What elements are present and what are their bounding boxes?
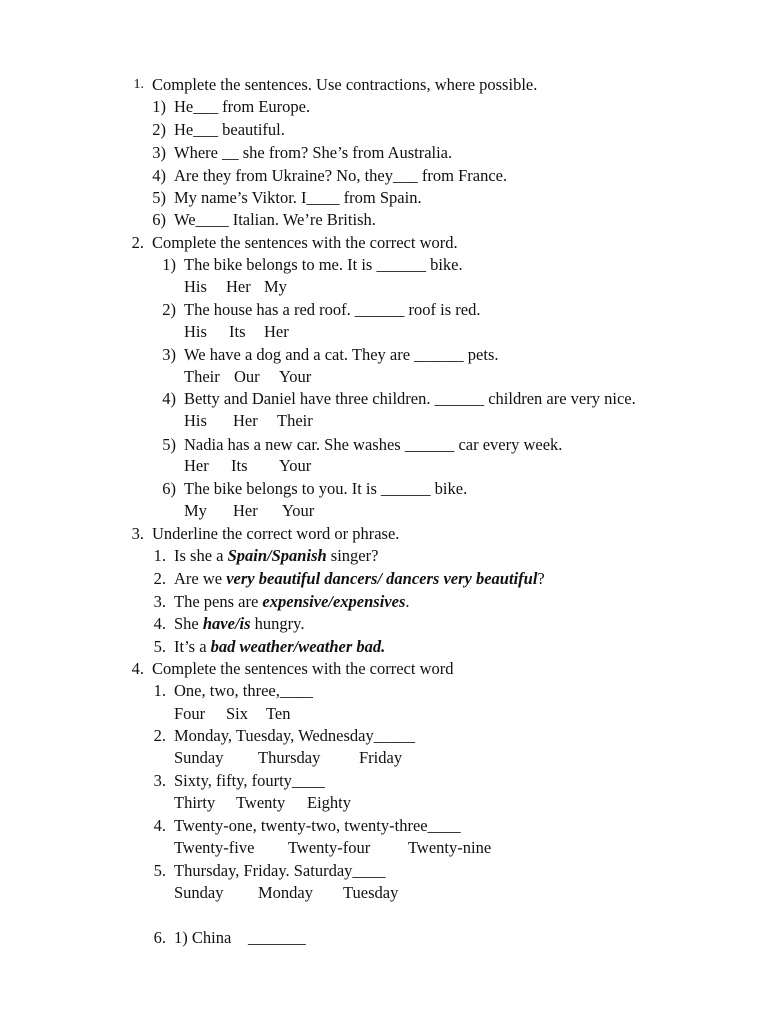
s2-item-3-option-2: Our [234, 367, 260, 386]
s2-item-2-number: 2) [162, 300, 176, 319]
s2-item-4-option-1: His [184, 411, 207, 430]
s3-item-5-text: It’s a [174, 637, 211, 656]
s3-item-4-choice: have/is [202, 614, 251, 633]
s4-item-1-text: One, two, three,____ [174, 681, 313, 700]
s4-item-4-text: Twenty-one, twenty-two, twenty-three____ [174, 816, 461, 835]
s3-item-1 [174, 546, 378, 566]
s4-item-4-number: 4. [153, 816, 166, 835]
s3-item-4-text: She [174, 614, 203, 633]
section-4-title: Complete the sentences with the correct word [152, 659, 454, 678]
section-1-title: Complete the sentences. Use contractions, where possible. [152, 75, 538, 94]
s2-item-3-option-1: Their [184, 367, 220, 386]
s2-item-4-option-2: Her [233, 411, 258, 430]
s3-item-3-choice: expensive/expensives [262, 592, 406, 611]
s4-item-3-option-3: Eighty [307, 793, 351, 812]
s4-item-1-option-2: Six [226, 704, 249, 723]
s2-item-5-option-2: Its [231, 456, 248, 475]
s4-item-1-number: 1. [153, 681, 166, 700]
s1-item-5-text: My name’s Viktor. I____ from Spain. [174, 188, 422, 207]
s4-item-3-number: 3. [153, 771, 166, 790]
s1-item-2-number: 2) [152, 120, 166, 139]
s1-item-3-number: 3) [152, 143, 166, 162]
s2-item-6-text: The bike belongs to you. It is ______ bike. [184, 479, 468, 498]
s4-item-5-option-3: Tuesday [343, 883, 399, 902]
s2-item-1-text: The bike belongs to me. It is ______ bike. [184, 255, 463, 274]
s2-item-4-number: 4) [162, 389, 176, 408]
s3-item-2-number: 2. [153, 569, 166, 588]
s4-item-2-option-1: Sunday [174, 748, 224, 767]
s3-item-3-text: The pens are [174, 592, 263, 611]
s2-item-2-text: The house has a red roof. ______ roof is red. [184, 300, 481, 319]
s2-item-3-number: 3) [162, 345, 176, 364]
s4-item-2-text: Monday, Tuesday, Wednesday_____ [174, 726, 415, 745]
s3-item-3-number: 3. [153, 592, 166, 611]
s2-item-3-text: We have a dog and a cat. They are ______ pets. [184, 345, 499, 364]
section-6-number: 6. [153, 928, 166, 947]
section-2-title: Complete the sentences with the correct word. [152, 233, 458, 252]
s1-item-4-text: Are they from Ukraine? No, they___ from France. [174, 166, 508, 185]
s3-item-3-text-end: . [405, 592, 410, 611]
s4-item-3-option-1: Thirty [174, 793, 216, 812]
s1-item-5-number: 5) [152, 188, 166, 207]
s2-item-6-option-2: Her [233, 501, 258, 520]
s1-item-6-number: 6) [152, 210, 166, 229]
section-1-number: 1. [133, 77, 144, 92]
s2-item-5-text: Nadia has a new car. She washes ______ car every week. [184, 435, 563, 454]
s4-item-3-option-2: Twenty [236, 793, 286, 812]
s4-item-4-option-3: Twenty-nine [408, 838, 492, 857]
s2-item-5-option-3: Your [279, 456, 312, 475]
section-3-title: Underline the correct word or phrase. [152, 524, 400, 543]
s2-item-4-text: Betty and Daniel have three children. ______ children are very nice. [184, 389, 636, 408]
s4-item-1-option-1: Four [174, 704, 206, 723]
s3-item-1-text-end: singer? [326, 546, 379, 565]
section-6-text: 1) China [174, 928, 232, 947]
s3-item-1-number: 1. [153, 546, 166, 565]
section-2-number: 2. [131, 233, 144, 252]
s1-item-6-text: We____ Italian. We’re British. [174, 210, 376, 229]
s2-item-6-option-1: My [184, 501, 207, 520]
s3-item-1-text: Is she a [174, 546, 228, 565]
s3-item-5 [174, 637, 385, 657]
s4-item-5-text: Thursday, Friday. Saturday____ [174, 861, 386, 880]
s2-item-5-number: 5) [162, 435, 176, 454]
s4-item-4-option-2: Twenty-four [288, 838, 371, 857]
s2-item-3-option-3: Your [279, 367, 312, 386]
section-3-number: 3. [131, 524, 144, 543]
s2-item-1-option-2: Her [226, 277, 251, 296]
s3-item-1-choice: Spain/Spanish [227, 546, 327, 565]
s1-item-1-number: 1) [152, 97, 166, 116]
s4-item-5-option-2: Monday [258, 883, 313, 902]
s3-item-2-choice: very beautiful dancers/ dancers very beautiful [226, 569, 538, 588]
s4-item-5-number: 5. [153, 861, 166, 880]
section-4-number: 4. [131, 659, 144, 678]
s3-item-2-text: Are we [174, 569, 227, 588]
s2-item-2-option-3: Her [264, 322, 289, 341]
s4-item-3-text: Sixty, fifty, fourty____ [174, 771, 325, 790]
s2-item-2-option-2: Its [229, 322, 246, 341]
s2-item-1-option-3: My [264, 277, 287, 296]
s3-item-2 [174, 569, 545, 589]
s2-item-1-number: 1) [162, 255, 176, 274]
s4-item-5-option-1: Sunday [174, 883, 224, 902]
s1-item-2-text: He___ beautiful. [174, 120, 285, 139]
s3-item-4-number: 4. [153, 614, 166, 633]
s3-item-4 [174, 614, 304, 634]
s3-item-4-text-end: hungry. [250, 614, 305, 633]
section-6-blank: _______ [248, 928, 306, 947]
s2-item-6-option-3: Your [282, 501, 315, 520]
s4-item-2-option-2: Thursday [258, 748, 321, 767]
s4-item-2-number: 2. [153, 726, 166, 745]
s4-item-1-option-3: Ten [266, 704, 291, 723]
s3-item-5-number: 5. [153, 637, 166, 656]
s2-item-5-option-1: Her [184, 456, 209, 475]
s1-item-4-number: 4) [152, 166, 166, 185]
s2-item-4-option-3: Their [277, 411, 313, 430]
s2-item-2-option-1: His [184, 322, 207, 341]
s2-item-1-option-1: His [184, 277, 207, 296]
s2-item-6-number: 6) [162, 479, 176, 498]
s3-item-3 [174, 592, 410, 612]
s3-item-2-text-end: ? [537, 569, 545, 588]
s1-item-3-text: Where __ she from? She’s from Australia. [174, 143, 453, 162]
s4-item-4-option-1: Twenty-five [174, 838, 255, 857]
s4-item-2-option-3: Friday [359, 748, 403, 767]
s1-item-1-text: He___ from Europe. [174, 97, 311, 116]
s3-item-5-choice: bad weather/weather bad. [210, 637, 386, 656]
